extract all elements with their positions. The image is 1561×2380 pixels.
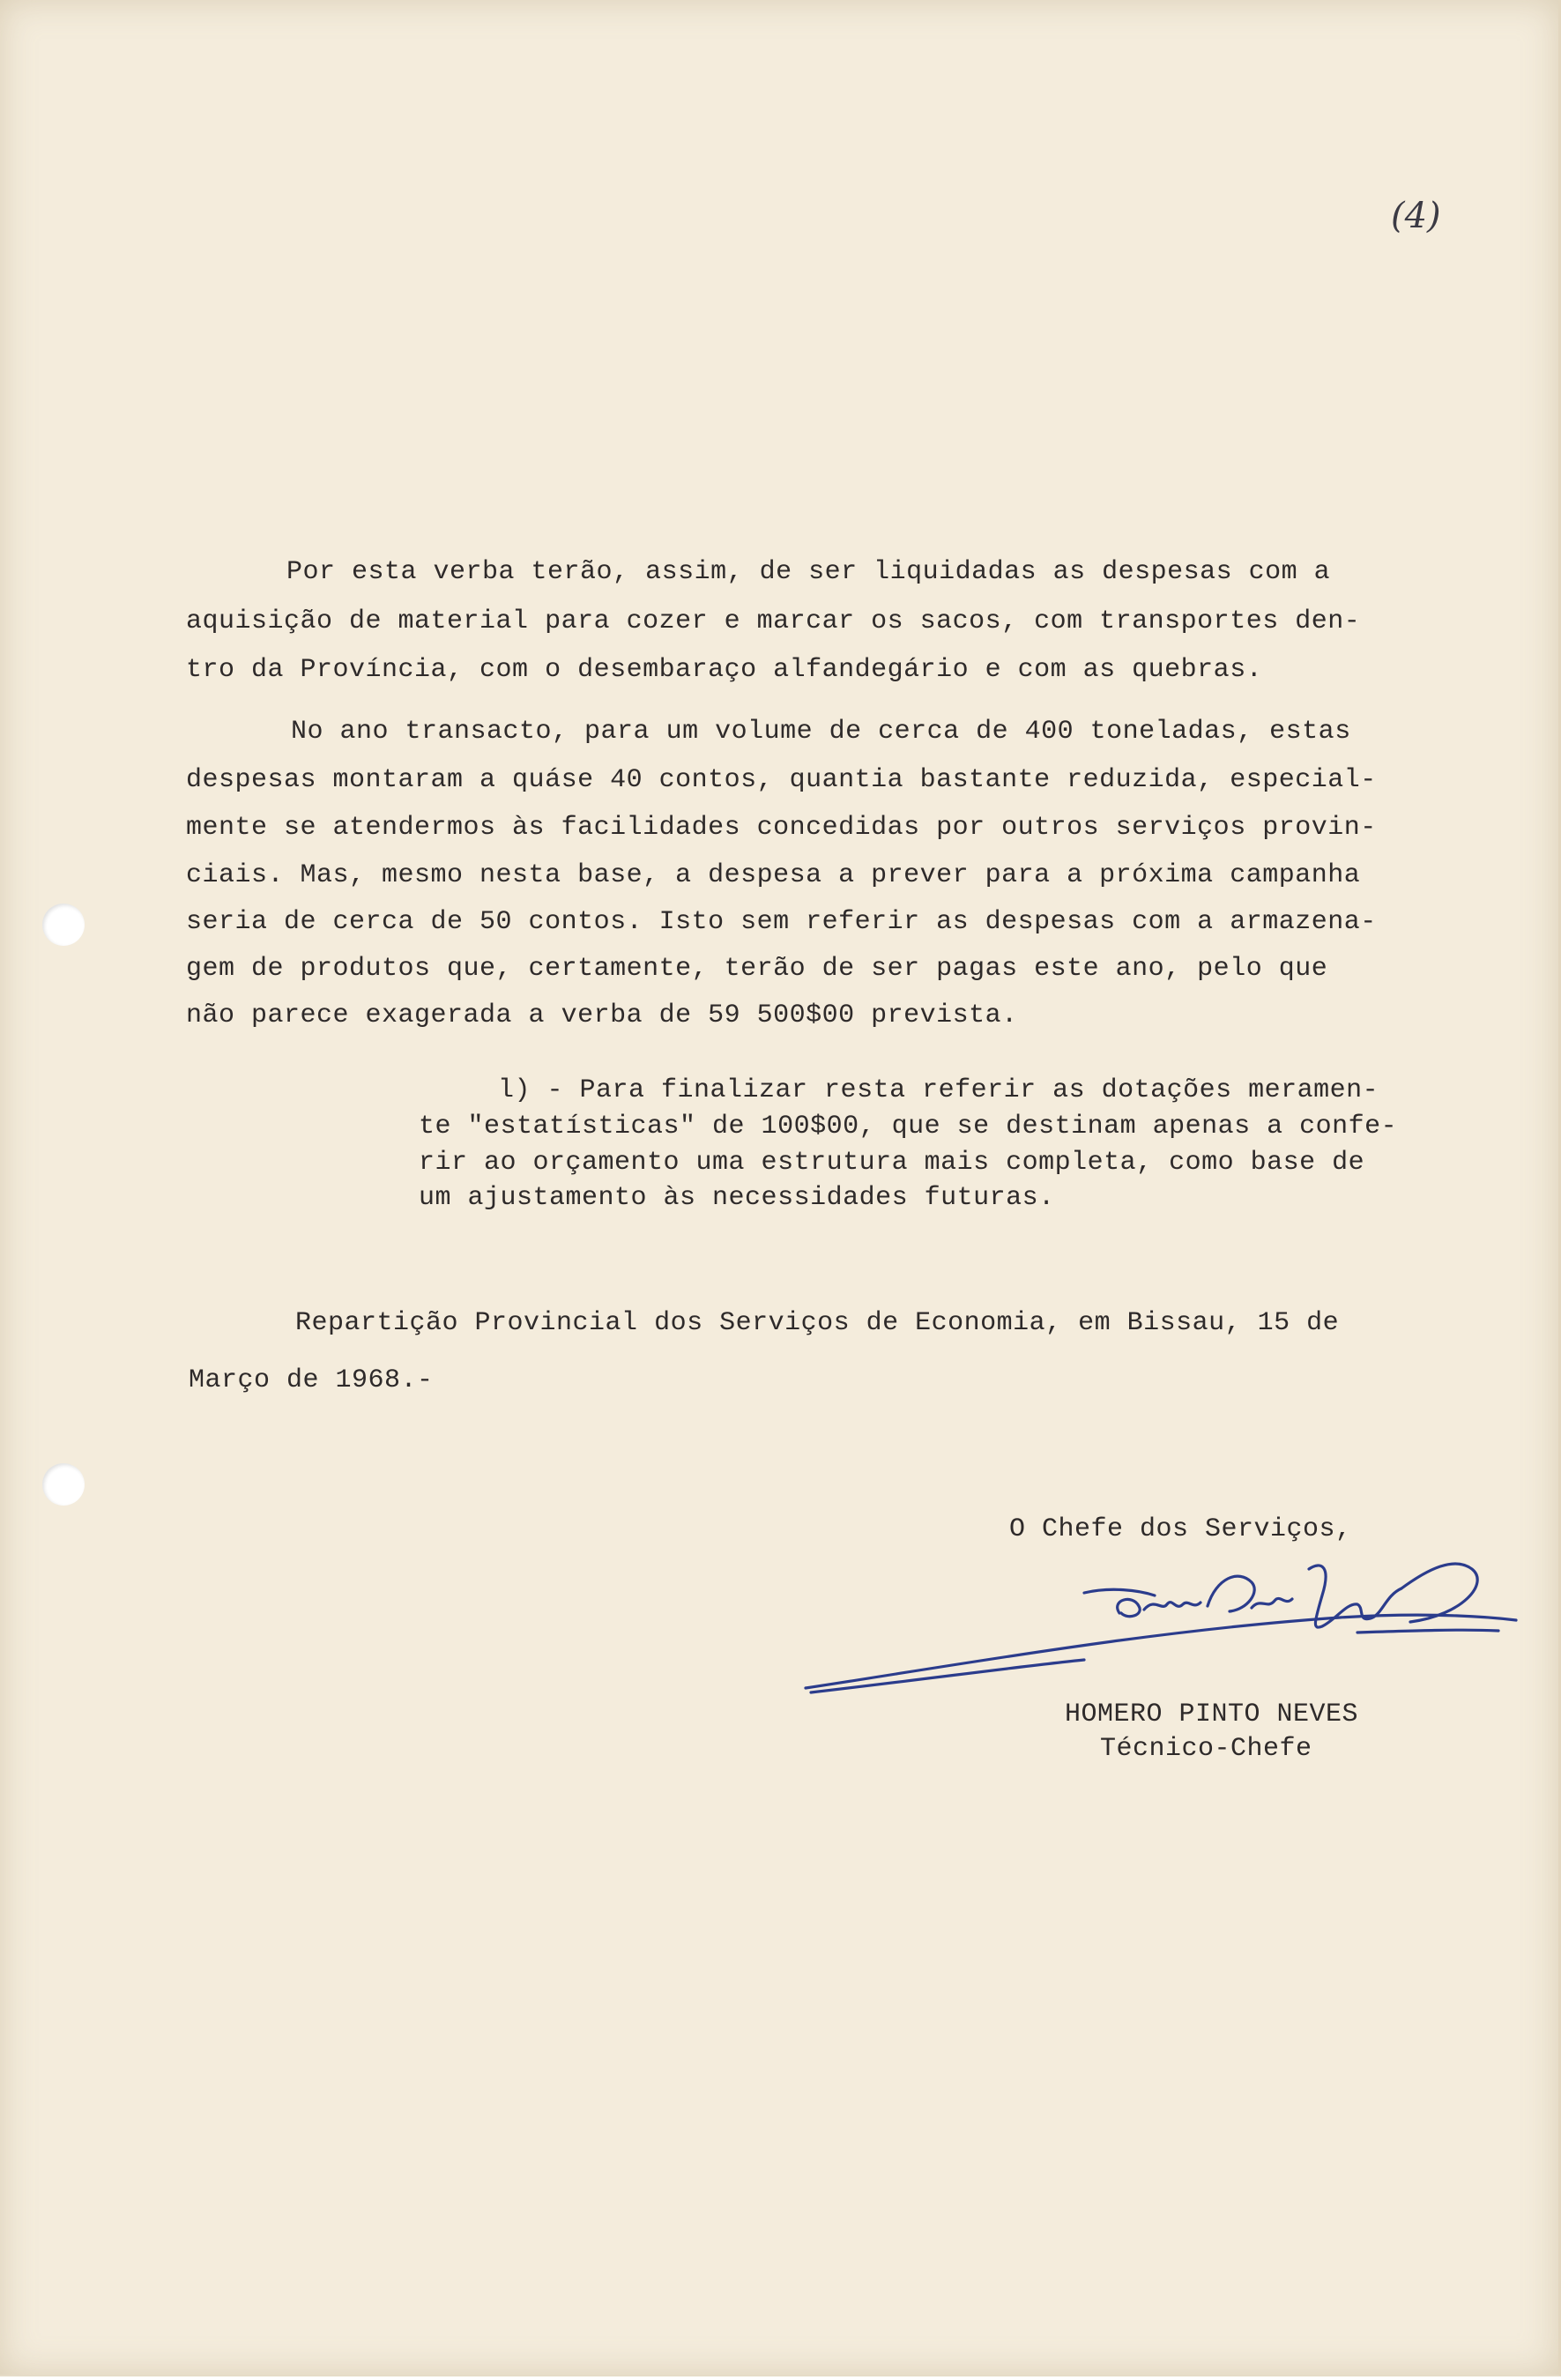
paragraph-1-line: aquisição de material para cozer e marcar os sacos, com transportes den- [186, 606, 1361, 636]
punch-hole-top [42, 904, 85, 946]
paragraph-3-line: rir ao orçamento uma estrutura mais completa, como base de [419, 1148, 1365, 1178]
paragraph-2-line: gem de produtos que, certamente, terão de ser pagas este ano, pelo que [186, 954, 1328, 984]
closing-line: Março de 1968.- [189, 1365, 434, 1395]
paragraph-2-line: não parece exagerada a verba de 59 500$00 prevista. [186, 1000, 1018, 1030]
paragraph-2-line: No ano transacto, para um volume de cerca de 400 toneladas, estas [291, 717, 1351, 747]
paragraph-1-line: Por esta verba terão, assim, de ser liquidadas as despesas com a [286, 557, 1331, 587]
page-number: (4) [1391, 196, 1441, 236]
paragraph-1-line: tro da Província, com o desembaraço alfandegário e com as quebras. [186, 655, 1263, 685]
handwritten-signature [793, 1534, 1534, 1701]
signatory-name: HOMERO PINTO NEVES [1065, 1699, 1359, 1729]
paragraph-2-line: seria de cerca de 50 contos. Isto sem referir as despesas com a armazena- [186, 907, 1377, 937]
paragraph-3-line: um ajustamento às necessidades futuras. [419, 1183, 1055, 1213]
punch-hole-bottom [42, 1463, 85, 1506]
paragraph-3-line: l) - Para finalizar resta referir as dotações meramen- [498, 1075, 1379, 1105]
paragraph-3-line: te "estatísticas" de 100$00, que se destinam apenas a confe- [419, 1112, 1398, 1142]
salutation: O Chefe dos Serviços, [1009, 1514, 1352, 1544]
paragraph-2-line: mente se atendermos às facilidades concedidas por outros serviços provin- [186, 813, 1377, 843]
signatory-title: Técnico-Chefe [1100, 1734, 1312, 1764]
closing-line: Repartição Provincial dos Serviços de Economia, em Bissau, 15 de [295, 1308, 1340, 1338]
paragraph-2-line: ciais. Mas, mesmo nesta base, a despesa a prever para a próxima campanha [186, 860, 1361, 890]
paragraph-2-line: despesas montaram a quáse 40 contos, quantia bastante reduzida, especial- [186, 765, 1377, 795]
